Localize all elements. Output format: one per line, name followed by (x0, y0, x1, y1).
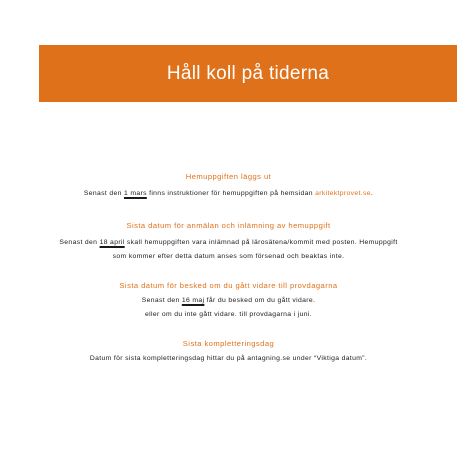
text-segment: Senast den (59, 239, 100, 246)
section-text-hemuppgift (0, 190, 457, 197)
section-text-anmalan-line2: som kommer efter detta datum anses som försenad och beaktas inte. (112, 253, 345, 260)
text-segment: Senast den (83, 190, 124, 197)
section-heading-hemuppgift: Hemuppgiften läggs ut (185, 172, 272, 181)
deadline-date: 18 april (99, 239, 125, 246)
section-text-besked (0, 297, 457, 304)
section-heading-besked: Sista datum för besked om du gått vidare till provdagarna (119, 281, 338, 290)
text-segment: skall hemuppgiften vara inlämnad på lärosätena/kommit med posten. Hemuppgift (124, 239, 398, 246)
text-segment: . (370, 190, 374, 197)
section-heading-anmalan: Sista datum för anmälan och inlämning av hemuppgift (126, 221, 331, 230)
section-heading-komplettering: Sista kompletteringsdag (182, 339, 275, 348)
page-title: Håll koll på tiderna (166, 62, 330, 84)
section-text-besked-line2: eller om du inte gått vidare. till provdagarna i juni. (144, 311, 312, 318)
section-text-anmalan (0, 239, 457, 246)
website-link[interactable]: arkitektprovet.se (315, 190, 371, 197)
text-segment: Senast den (141, 297, 182, 304)
text-segment: finns instruktioner för hemuppgiften på hemsidan (146, 190, 316, 197)
text-segment: får du besked om du gått vidare. (204, 297, 316, 304)
deadline-date: 16 maj (181, 297, 205, 304)
deadline-date: 1 mars (123, 190, 147, 197)
header-banner (39, 45, 457, 102)
section-text-komplettering: Datum för sista kompletteringsdag hittar du på antagning.se under “Viktiga datum”. (89, 355, 368, 362)
